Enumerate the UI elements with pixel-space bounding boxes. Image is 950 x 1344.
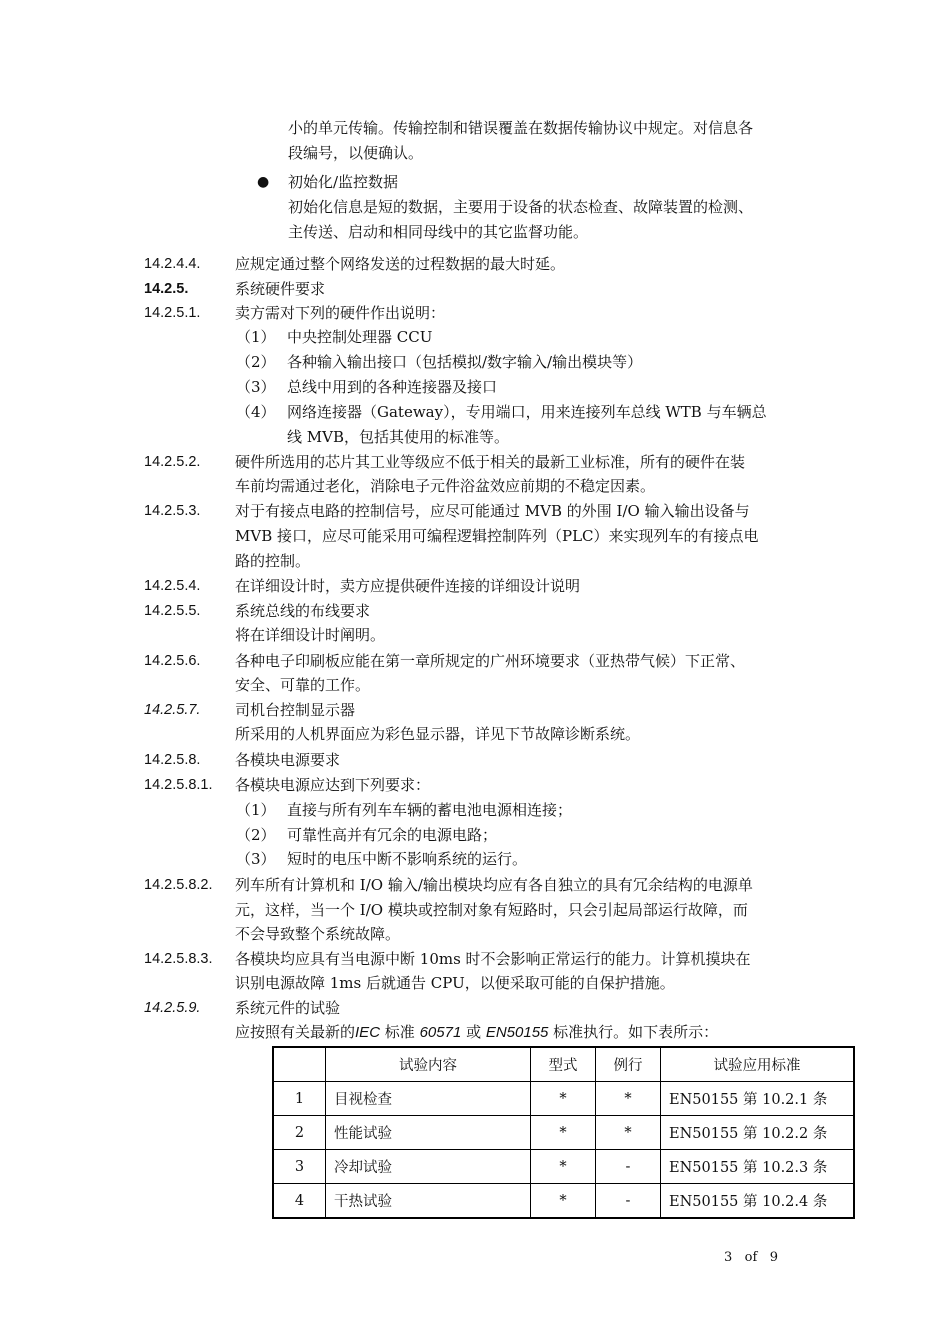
list-index: （4）: [236, 403, 276, 421]
text-run: 60571: [419, 1024, 462, 1041]
table-header-row: [273, 1047, 854, 1082]
table-row: [273, 1116, 854, 1150]
table-cell: 4: [273, 1184, 326, 1219]
section-number: 14.2.5.9.: [144, 1000, 201, 1016]
list-item: 短时的电压中断不影响系统的运行。: [287, 850, 528, 868]
table-cell: 3: [273, 1150, 326, 1184]
list-item: 直接与所有列车车辆的蓄电池电源相连接；: [287, 801, 573, 819]
section-number: 14.2.5.6.: [144, 653, 201, 669]
list-item: 可靠性高并有冗余的电源电路；: [287, 826, 498, 844]
section-text: 系统总线的布线要求: [235, 602, 371, 620]
section-text: 元，这样，当一个 I/O 模块或控制对象有短路时，只会引起局部运行故障，而: [235, 901, 748, 919]
list-item: 中央控制处理器 CCU: [287, 328, 433, 346]
section-number: 14.2.5.: [144, 281, 189, 297]
section-text: 司机台控制显示器: [235, 701, 356, 719]
table-cell: *: [596, 1116, 661, 1150]
section-text: 在详细设计时，卖方应提供硬件连接的详细设计说明: [235, 577, 581, 595]
section-text: 对于有接点电路的控制信号，应尽可能通过 MVB 的外围 I/O 输入输出设备与: [235, 502, 750, 520]
section-text: 将在详细设计时阐明。: [235, 626, 386, 644]
section-text: 路的控制。: [235, 552, 311, 570]
section-text: 不会导致整个系统故障。: [235, 925, 401, 943]
list-item: 总线中用到的各种连接器及接口: [287, 378, 498, 396]
section-number: 14.2.5.8.1.: [144, 777, 213, 793]
table-cell: *: [531, 1184, 596, 1219]
section-text: 安全、可靠的工作。: [235, 676, 371, 694]
table-cell: EN50155 第 10.2.4 条: [661, 1184, 855, 1219]
section-text: 应规定通过整个网络发送的过程数据的最大时延。: [235, 255, 566, 273]
section-text: 各模块均应具有当电源中断 10ms 时不会影响正常运行的能力。计算机摸块在: [235, 950, 751, 968]
table-cell: EN50155 第 10.2.3 条: [661, 1150, 855, 1184]
section-number: 14.2.5.8.3.: [144, 951, 213, 967]
list-index: （1）: [236, 801, 276, 819]
section-number: 14.2.4.4.: [144, 256, 201, 272]
text-run: 或: [461, 1023, 486, 1041]
paragraph-line: 初始化信息是短的数据，主要用于设备的状态检查、故障装置的检测、: [288, 198, 754, 216]
table-cell: *: [596, 1082, 661, 1116]
table-cell: 冷却试验: [326, 1150, 531, 1184]
table-cell: EN50155 第 10.2.2 条: [661, 1116, 855, 1150]
section-number: 14.2.5.1.: [144, 305, 201, 321]
section-number: 14.2.5.8.2.: [144, 877, 213, 893]
table-cell: *: [531, 1082, 596, 1116]
section-number: 14.2.5.4.: [144, 578, 201, 594]
list-item-cont: 线 MVB，包括其使用的标准等。: [287, 428, 509, 446]
table-header-cell: 试验内容: [326, 1047, 531, 1082]
table-cell: -: [596, 1184, 661, 1219]
paragraph-line: 段编号，以便确认。: [288, 144, 424, 162]
list-item: 网络连接器（Gateway），专用端口，用来连接列车总线 WTB 与车辆总: [287, 403, 767, 421]
text-run: 标准执行。如下表所示：: [548, 1023, 719, 1041]
table-cell: 目视检查: [326, 1082, 531, 1116]
test-table: [272, 1046, 855, 1219]
section-text: 系统元件的试验: [235, 999, 341, 1017]
section-number: 14.2.5.2.: [144, 454, 201, 470]
paragraph-line: 小的单元传输。传输控制和错误覆盖在数据传输协议中规定。对信息各: [288, 119, 754, 137]
text-run: 标准: [380, 1023, 420, 1041]
paragraph-line: 主传送、启动和相同母线中的其它监督功能。: [288, 223, 589, 241]
section-text: 所采用的人机界面应为彩色显示器，详见下节故障诊断系统。: [235, 725, 641, 743]
table-header-cell: 例行: [596, 1047, 661, 1082]
table-header-cell: [273, 1047, 326, 1082]
section-text: [235, 1021, 718, 1044]
table-row: [273, 1150, 854, 1184]
list-index: （3）: [236, 378, 276, 396]
table-cell: 1: [273, 1082, 326, 1116]
section-text: 列车所有计算机和 I/O 输入/输出模块均应有各自独立的具有冗余结构的电源单: [235, 876, 753, 894]
table-cell: 2: [273, 1116, 326, 1150]
section-text: 各模块电源应达到下列要求：: [235, 776, 431, 794]
table-cell: EN50155 第 10.2.1 条: [661, 1082, 855, 1116]
text-run: 应按照有关最新的: [235, 1023, 356, 1041]
text-run: EN50155: [485, 1024, 549, 1041]
list-index: （2）: [236, 826, 276, 844]
list-index: （3）: [236, 850, 276, 868]
section-text: 各种电子印刷板应能在第一章所规定的广州环境要求（亚热带气候）下正常、: [235, 652, 746, 670]
bullet-title: 初始化/监控数据: [288, 173, 399, 191]
section-text: 识别电源故障 1ms 后就通告 CPU，以便采取可能的自保护措施。: [235, 974, 675, 992]
section-text: 各模块电源要求: [235, 751, 341, 769]
section-number: 14.2.5.8.: [144, 752, 201, 768]
section-text: MVB 接口，应尽可能采用可编程逻辑控制阵列（PLC）来实现列车的有接点电: [235, 527, 759, 545]
table-row: [273, 1184, 854, 1219]
section-text: 硬件所选用的芯片其工业等级应不低于相关的最新工业标准，所有的硬件在装: [235, 453, 746, 471]
table-cell: *: [531, 1150, 596, 1184]
table-cell: -: [596, 1150, 661, 1184]
text-run: IEC: [355, 1024, 381, 1041]
table-cell: *: [531, 1116, 596, 1150]
section-number: 14.2.5.5.: [144, 603, 201, 619]
section-number: 14.2.5.3.: [144, 503, 201, 519]
section-text: 车前均需通过老化，消除电子元件浴盆效应前期的不稳定因素。: [235, 477, 656, 495]
section-text: 卖方需对下列的硬件作出说明：: [235, 304, 446, 322]
table-cell: 干热试验: [326, 1184, 531, 1219]
list-index: （1）: [236, 328, 276, 346]
table-cell: 性能试验: [326, 1116, 531, 1150]
table-header-cell: 试验应用标准: [661, 1047, 855, 1082]
list-item: 各种输入输出接口（包括模拟/数字输入/输出模块等）: [287, 353, 643, 371]
list-index: （2）: [236, 353, 276, 371]
section-number: 14.2.5.7.: [144, 702, 201, 718]
table-row: [273, 1082, 854, 1116]
bullet-icon: ●: [257, 174, 270, 190]
page-number: 3 of 9: [724, 1250, 778, 1265]
section-heading: 系统硬件要求: [235, 280, 326, 298]
table-header-cell: 型式: [531, 1047, 596, 1082]
